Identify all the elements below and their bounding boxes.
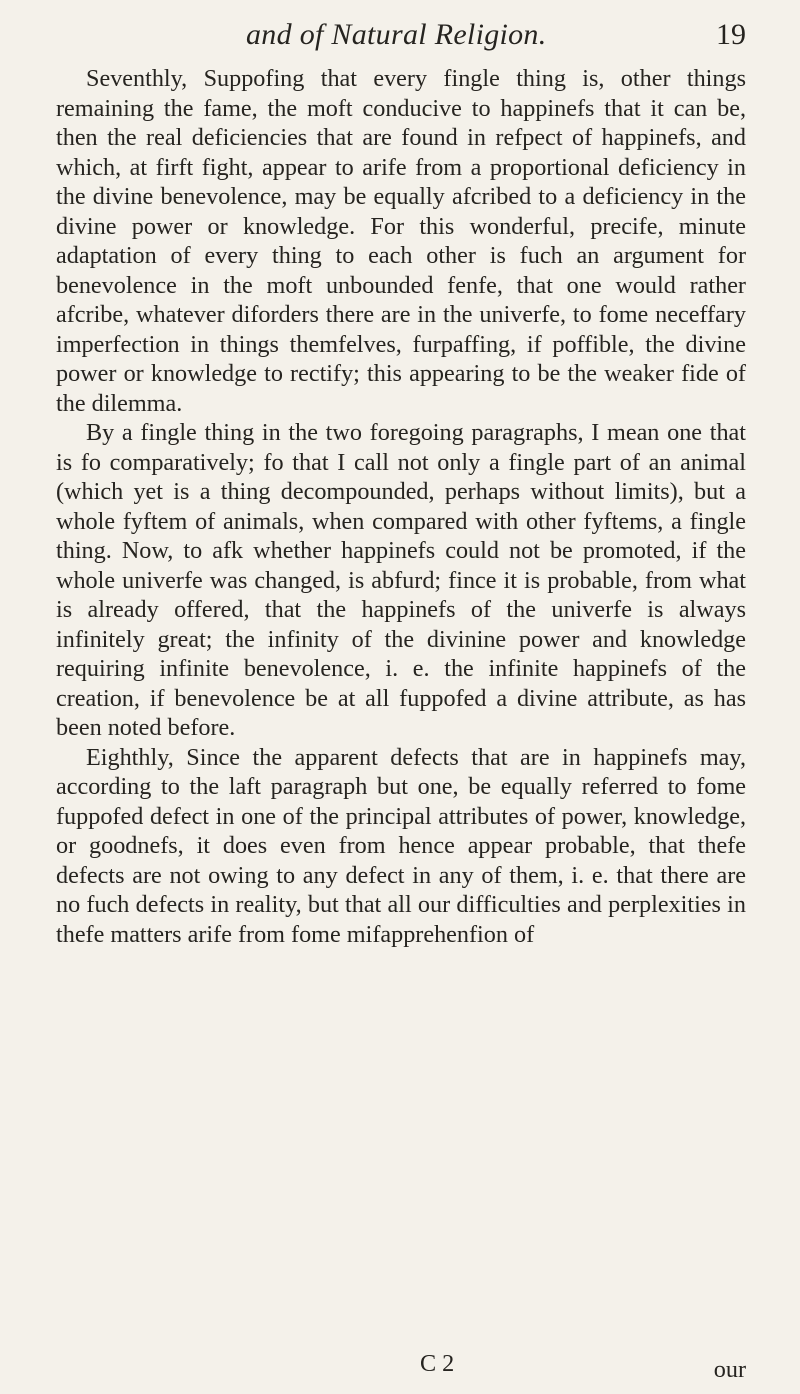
catchword: our [713,1356,746,1383]
running-head [56,12,746,60]
paragraph-eighthly: Eighthly, Since the apparent defects that are in happinefs may, according to the laft paragraph but one, be equally referred to fome fuppofed defect in one of the principal attributes of power, knowledge, or goodnefs, it does even from hence appear probable, that thefe defects are not owing to any defect in any of them, i. e. that there are no fuch defects in reality, but that all our difficulties and perplexities in thefe matters arife from fome mifapprehenfion of [56,743,746,948]
running-title: and of Natural Religion. [246,18,547,51]
paragraph-seventhly: Seventhly, Suppofing that every fingle thing is, other things remaining the fame, the moft conducive to happinefs that it can be, then the real deficiencies that are found in refpect of happinefs, and which, at firft fight, appear to arife from a proportional deficiency in the divine benevolence, may be equally afcribed to a deficiency in the divine power or knowledge. For this wonderful, precife, minute adaptation of every thing to each other is fuch an argument for benevolence in the moft unbounded fenfe, that one would rather afcribe, whatever diforders there are in the univerfe, to fome neceffary imperfection in things themfelves, furpaffing, if poffible, the divine power or knowledge to rectify; this appearing to be the weaker fide of the dilemma. [56,65,746,417]
page-number: 19 [716,18,746,51]
paragraph-single-thing: By a fingle thing in the two foregoing paragraphs, I mean one that is fo comparatively; fo that I call not only a fingle part of an animal (which yet is a thing decompounded, perhaps without limits), but a whole fyftem of animals, when compared with other fyftems, a fingle thing. Now, to afk whether happinefs could not be promoted, if the whole univerfe was changed, is abfurd; fince it is probable, from what is already offered, that the happinefs of the univerfe is always infinitely great; the infinity of the divinine power and knowledge requiring infinite benevolence, i. e. the infinite happinefs of the creation, if benevolence be at all fuppofed a divine attribute, as has been noted before. [56,419,746,741]
body-text [56,64,746,949]
signature-mark: C 2 [420,1350,455,1377]
signature-line [56,1350,746,1384]
